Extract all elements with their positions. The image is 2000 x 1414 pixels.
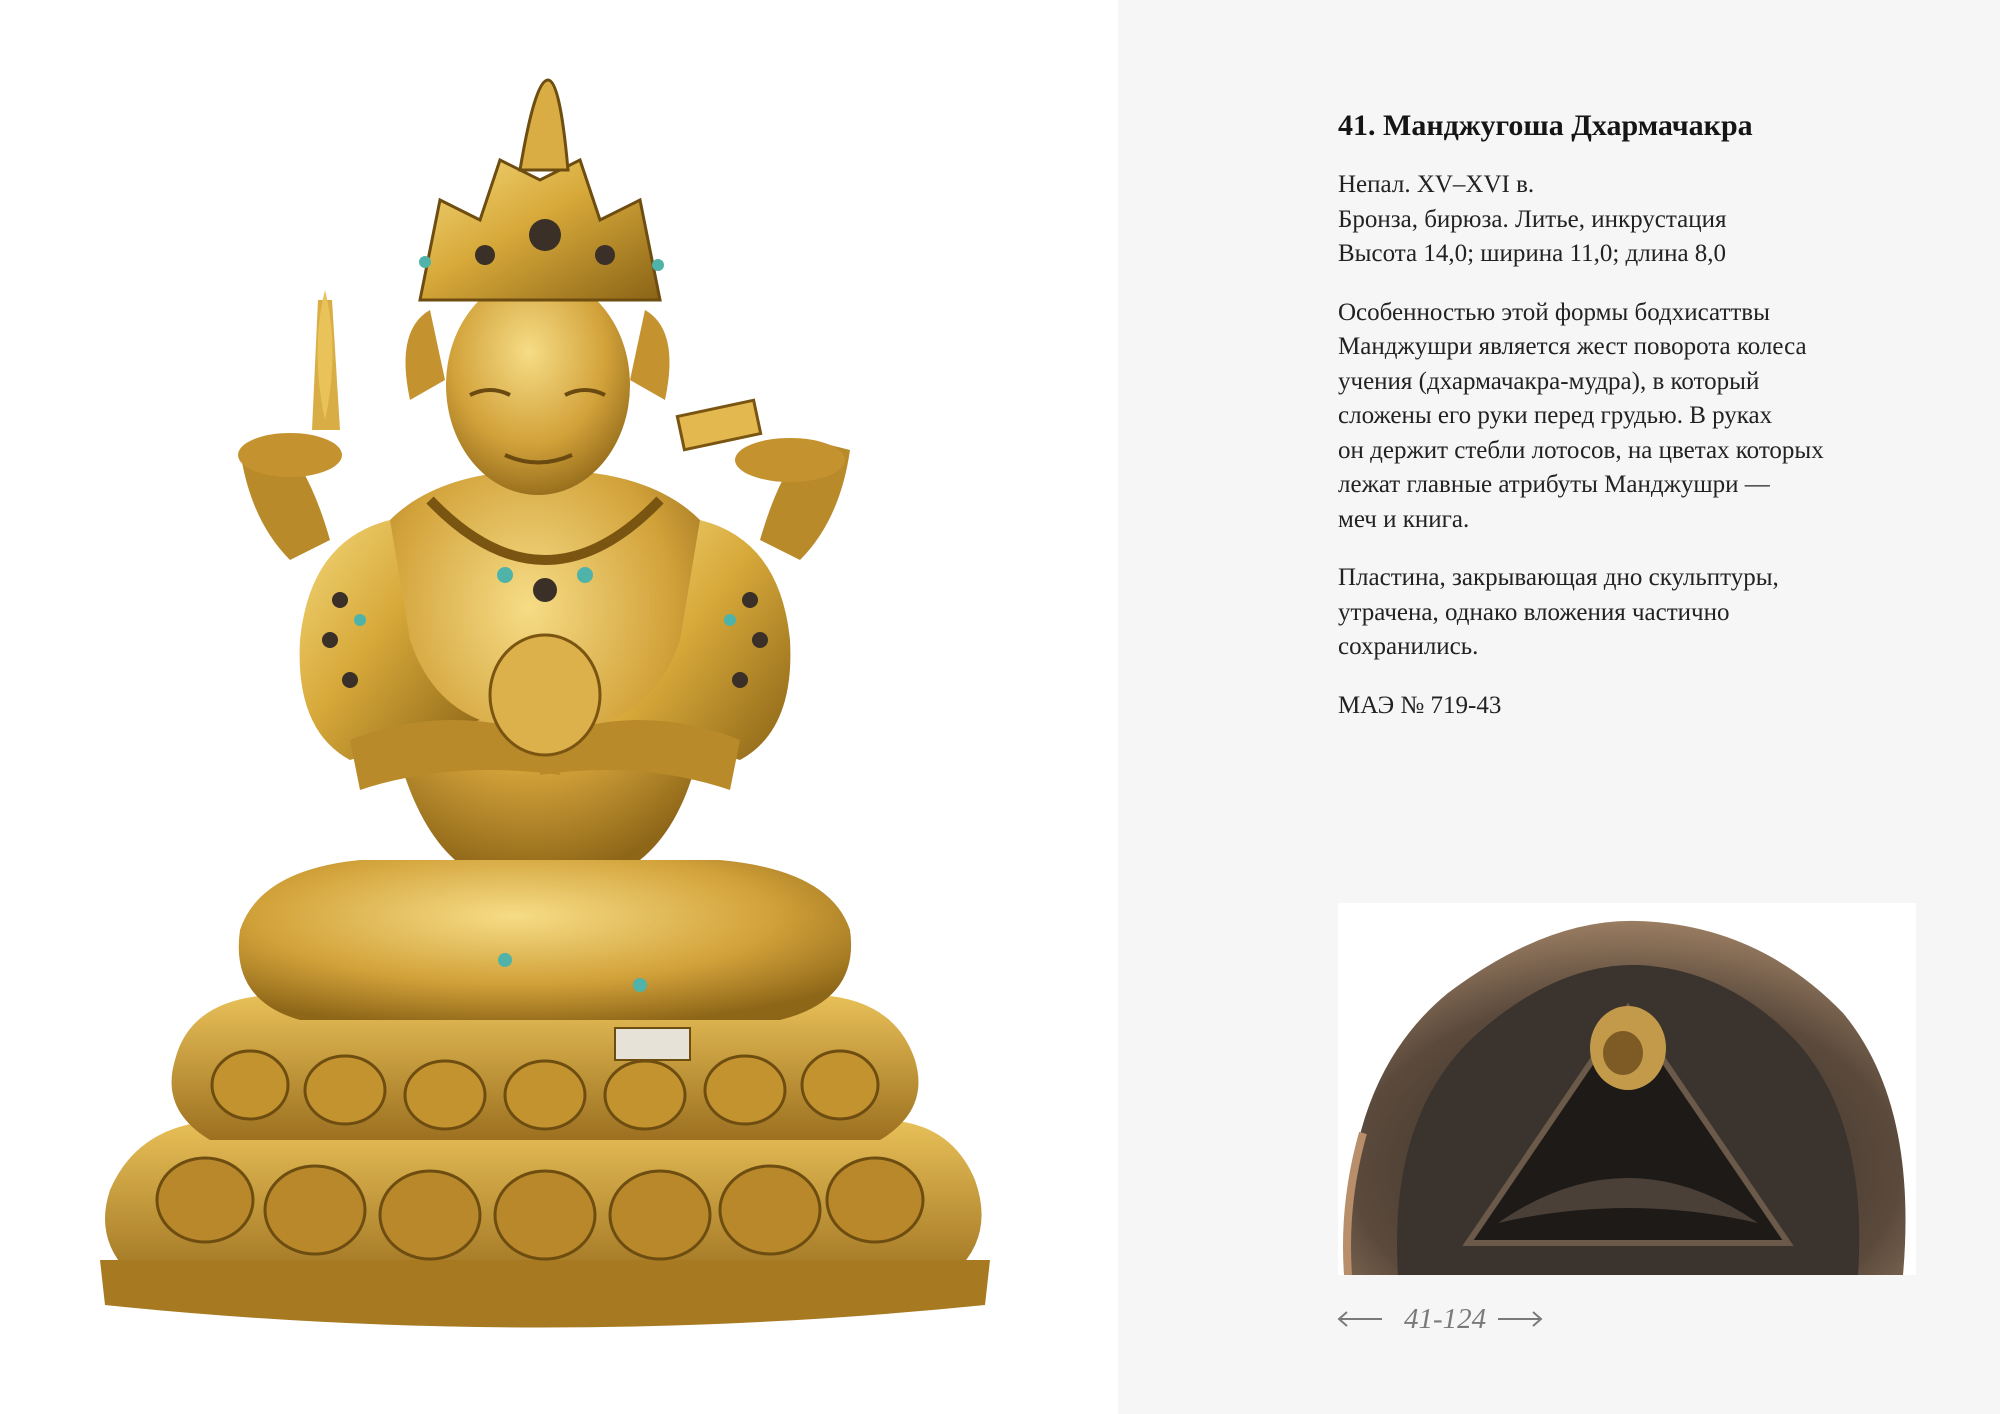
entry-title: 41. Манджугоша Дхармачакра <box>1338 109 1753 142</box>
base-interior-photo <box>1338 903 1916 1275</box>
description-line: Манджушри является жест поворота колеса <box>1338 333 1807 360</box>
meta-origin: Непал. XV–XVI в. <box>1338 171 1535 198</box>
entry-description <box>1338 296 1938 538</box>
description-line: сложены его руки перед грудью. В руках <box>1338 402 1773 429</box>
note-line: сохранились. <box>1338 633 1479 660</box>
entry-note <box>1338 561 1938 665</box>
page-reference-number: 41-124 <box>1404 1302 1487 1335</box>
description-line: Особенностью этой формы бодхисаттвы <box>1338 298 1770 326</box>
text-page <box>1118 0 2000 1414</box>
arrow-left-icon[interactable] <box>1336 1309 1384 1329</box>
base-interior-image <box>1338 903 1916 1275</box>
description-line: меч и книга. <box>1338 505 1470 533</box>
arrow-right-icon[interactable] <box>1496 1309 1544 1329</box>
note-line: Пластина, закрывающая дно скульптуры, <box>1338 564 1779 591</box>
description-line: учения (дхармачакра-мудра), в который <box>1338 367 1760 395</box>
entry-meta <box>1338 168 1938 272</box>
description-line: он держит стебли лотосов, на цветах которых <box>1338 436 1824 464</box>
catalog-entry <box>1338 106 1938 723</box>
description-line: лежат главные атрибуты Манджушри — <box>1338 471 1770 498</box>
meta-material: Бронза, бирюза. Литье, инкрустация <box>1338 205 1727 233</box>
inventory-number: МАЭ № 719-43 <box>1338 691 1502 719</box>
page-reference <box>1336 1297 1576 1341</box>
meta-dimensions: Высота 14,0; ширина 11,0; длина 8,0 <box>1338 240 1727 267</box>
note-line: утрачена, однако вложения частично <box>1338 598 1730 626</box>
